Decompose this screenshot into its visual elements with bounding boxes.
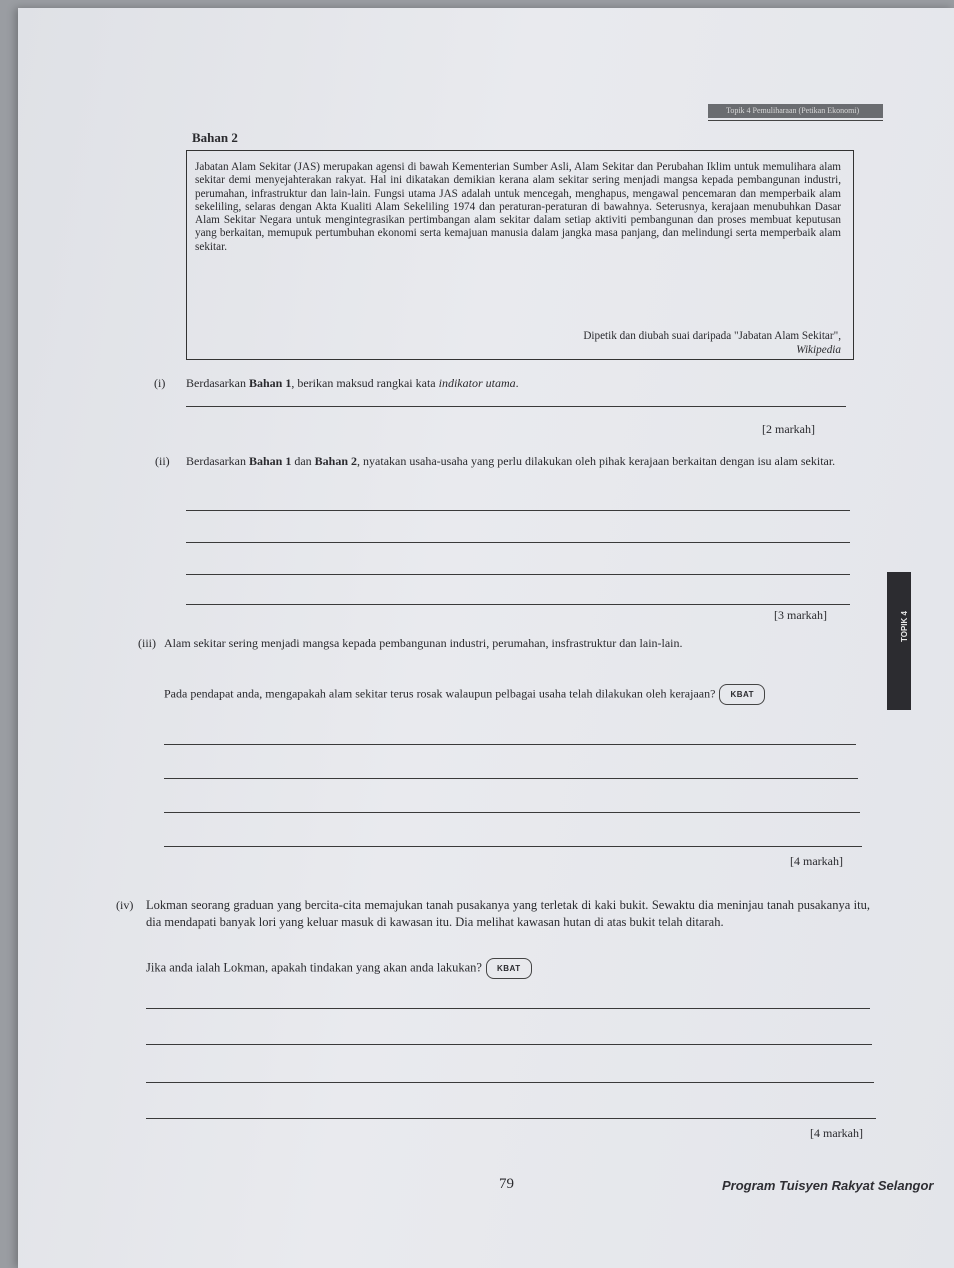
program-name: Program Tuisyen Rakyat Selangor bbox=[722, 1178, 934, 1193]
header-rule bbox=[708, 120, 883, 121]
question-3-marks: [4 markah] bbox=[790, 854, 843, 868]
topic-header-tag: Topik 4 Pemuliharaan (Petikan Ekonomi) bbox=[708, 104, 883, 118]
answer-line[interactable] bbox=[164, 744, 856, 745]
answer-line[interactable] bbox=[146, 1008, 870, 1009]
question-4-number: (iv) bbox=[116, 898, 134, 912]
answer-line[interactable] bbox=[186, 604, 850, 605]
question-3-stem: Alam sekitar sering menjadi mangsa kepada pembangunan industri, perumahan, insfrastruktur dan lain-lain. bbox=[164, 636, 683, 650]
question-1-text: Berdasarkan Bahan 1, berikan maksud rangkai kata indikator utama. bbox=[186, 376, 519, 390]
question-4-stem: Lokman seorang graduan yang bercita-cita memajukan tanah pusakanya yang terletak di kaki bukit. Sewaktu dia meninjau tanah pusakanya itu, dia mendapati banyak lori yang keluar masuk di kawasan itu. Dia melihat kawasan hutan di atas bukit telah ditarah. bbox=[146, 898, 870, 929]
answer-line[interactable] bbox=[186, 406, 846, 407]
source-citation bbox=[583, 329, 841, 357]
question-1-marks: [2 markah] bbox=[762, 422, 815, 436]
question-2-number: (ii) bbox=[155, 454, 170, 468]
question-3-number: (iii) bbox=[138, 636, 156, 650]
citation-source: Wikipedia bbox=[796, 344, 841, 356]
page-number: 79 bbox=[499, 1176, 514, 1192]
kbat-badge: KBAT bbox=[719, 684, 765, 705]
topic-side-tab bbox=[887, 572, 911, 710]
answer-line[interactable] bbox=[146, 1118, 876, 1119]
answer-line[interactable] bbox=[164, 778, 858, 779]
question-4-text: Jika anda ialah Lokman, apakah tindakan yang akan anda lakukan? KBAT bbox=[146, 958, 870, 979]
answer-line[interactable] bbox=[164, 812, 860, 813]
kbat-badge: KBAT bbox=[486, 958, 532, 979]
worksheet-page bbox=[18, 8, 954, 1268]
answer-line[interactable] bbox=[186, 542, 850, 543]
answer-line[interactable] bbox=[164, 846, 862, 847]
source-title: Bahan 2 bbox=[192, 130, 238, 145]
question-3-text: Pada pendapat anda, mengapakah alam sekitar terus rosak walaupun pelbagai usaha telah dilakukan oleh kerajaan? KBAT bbox=[164, 684, 856, 705]
question-4-marks: [4 markah] bbox=[810, 1126, 863, 1140]
source-paragraph: Jabatan Alam Sekitar (JAS) merupakan agensi di bawah Kementerian Sumber Asli, Alam Sekitar dan Perubahan Iklim untuk memulihara alam sekitar demi menyejahterakan rakyat. Hal ini dikatakan demikian kerana alam sekitar sering menjadi mangsa kepada pembangunan industri, perumahan, infrastruktur dan lain-lain. Fungsi utama JAS adalah untuk mencegah, menghapus, mengawal pencemaran dan memperbaik alam sekeliling, selaras dengan Akta Kualiti Alam Sekeliling 1974 dan peraturan-peraturan di bawahnya. Seterusnya, kerajaan menubuhkan Dasar Alam Sekitar Negara untuk mengintegrasikan pertimbangan alam sekitar dalam setiap aktiviti pembangunan dan proses membuat keputusan yang berkaitan, memupuk pertumbuhan ekonomi serta kemajuan manusia dalam jangka masa panjang, dan melindungi serta memperbaik alam sekitar. bbox=[195, 161, 841, 253]
question-1-number: (i) bbox=[154, 376, 166, 390]
question-2-marks: [3 markah] bbox=[774, 608, 827, 622]
answer-line[interactable] bbox=[186, 510, 850, 511]
answer-line[interactable] bbox=[146, 1044, 872, 1045]
question-2-text: Berdasarkan Bahan 1 dan Bahan 2, nyatakan usaha-usaha yang perlu dilakukan oleh pihak kerajaan berkaitan dengan isu alam sekitar. bbox=[186, 454, 836, 468]
answer-line[interactable] bbox=[146, 1082, 874, 1083]
side-tab-label: TOPIK 4 bbox=[899, 611, 909, 642]
citation-text: Dipetik dan diubah suai daripada "Jabatan Alam Sekitar", bbox=[583, 330, 841, 342]
source-box bbox=[186, 150, 854, 360]
answer-line[interactable] bbox=[186, 574, 850, 575]
